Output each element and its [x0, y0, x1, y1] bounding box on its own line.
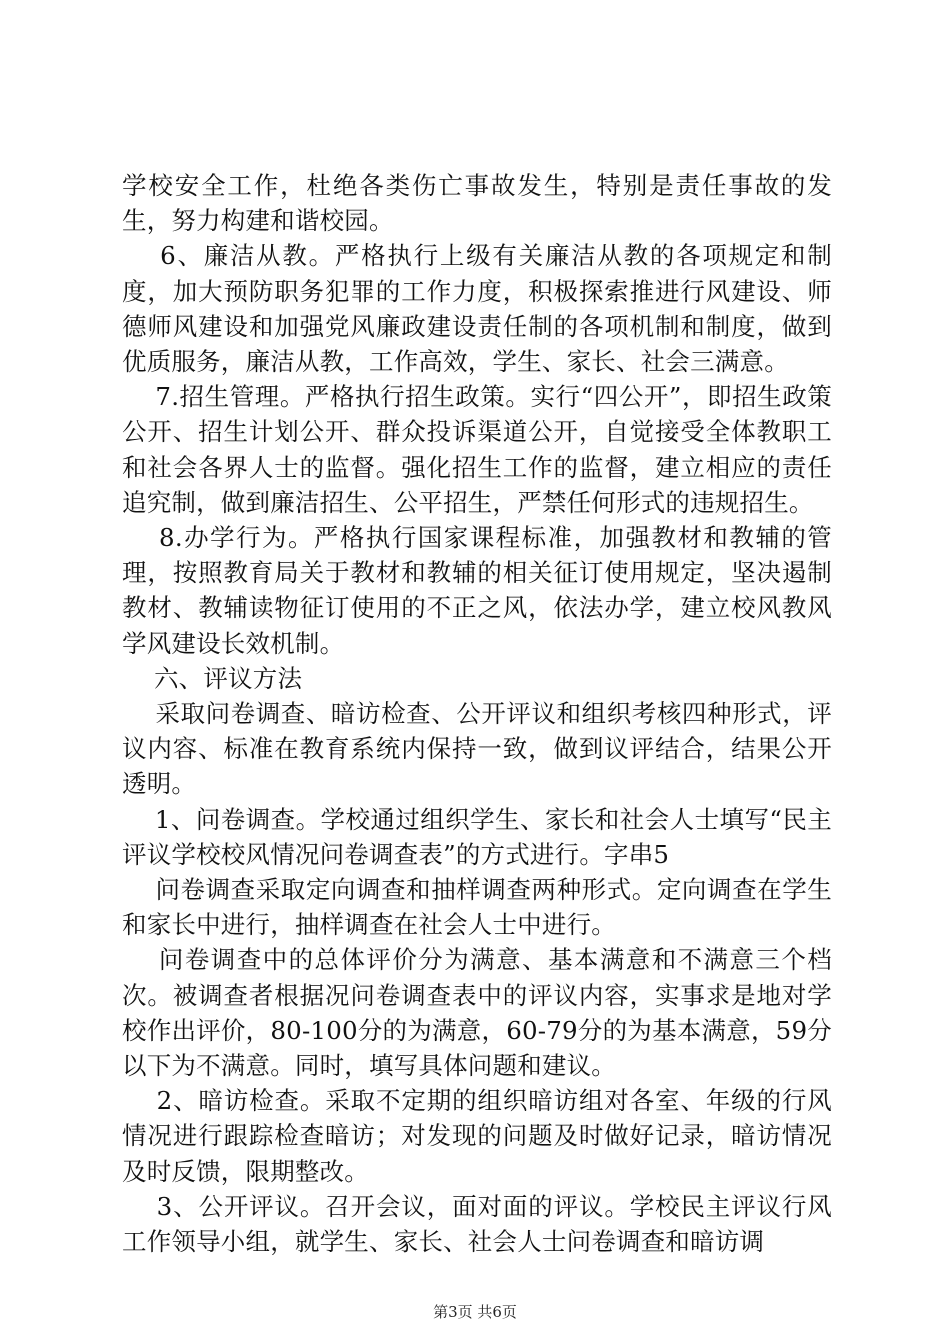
paragraph-questionnaire: 1、问卷调查。学校通过组织学生、家长和社会人士填写“民主评议学校校风情况问卷调查表”的方式进行。字串5 [122, 804, 832, 869]
paragraph-school-conduct: 8.办学行为。严格执行国家课程标准，加强教材和教辅的管理，按照教育局关于教材和教辅的相关征订使用规定，坚决遏制教材、教辅读物征订使用的不正之风，依法办学，建立校风教风学风建设长效机制。 [122, 523, 832, 658]
paragraph-evaluation-forms: 采取问卷调查、暗访检查、公开评议和组织考核四种形式，评议内容、标准在教育系统内保持一致，做到议评结合，结果公开透明。 [122, 699, 832, 799]
paragraph-questionnaire-types: 问卷调查采取定向调查和抽样调查两种形式。定向调查在学生和家长中进行，抽样调查在社会人士中进行。 [122, 875, 832, 940]
page-number-footer: 第3页 共6页 [433, 1303, 517, 1321]
paragraph-public-evaluation: 3、公开评议。召开会议，面对面的评议。学校民主评议行风工作领导小组，就学生、家长、社会人士问卷调查和暗访调 [122, 1191, 832, 1257]
paragraph-safety-work: 学校安全工作，杜绝各类伤亡事故发生，特别是责任事故的发生，努力构建和谐校园。 [122, 171, 832, 236]
paragraph-enrollment-management: 7.招生管理。严格执行招生政策。实行“四公开”，即招生政策公开、招生计划公开、群众投诉渠道公开，自觉接受全体教职工和社会各界人士的监督。强化招生工作的监督，建立相应的责任追究制，做到廉洁招生、公平招生，严禁任何形式的违规招生。 [122, 382, 832, 517]
paragraph-questionnaire-grading: 问卷调查中的总体评价分为满意、基本满意和不满意三个档次。被调查者根据况问卷调查表中的评议内容，实事求是地对学校作出评价，80-100分的为满意，60-79分的为基本满意，59分以下为不满意。同时，填写具体问题和建议。 [122, 945, 833, 1081]
document-body [122, 168, 832, 1259]
paragraph-unannounced-inspection: 2、暗访检查。采取不定期的组织暗访组对各室、年级的行风情况进行跟踪检查暗访；对发现的问题及时做好记录，暗访情况及时反馈，限期整改。 [122, 1086, 832, 1186]
section-heading-evaluation-methods: 六、评议方法 [122, 663, 303, 693]
paragraph-clean-teaching: 6、廉洁从教。严格执行上级有关廉洁从教的各项规定和制度，加大预防职务犯罪的工作力度，积极探索推进行风建设、师德师风建设和加强党风廉政建设责任制的各项机制和制度，做到优质服务，廉洁从教，工作高效，学生、家长、社会三满意。 [122, 241, 832, 377]
